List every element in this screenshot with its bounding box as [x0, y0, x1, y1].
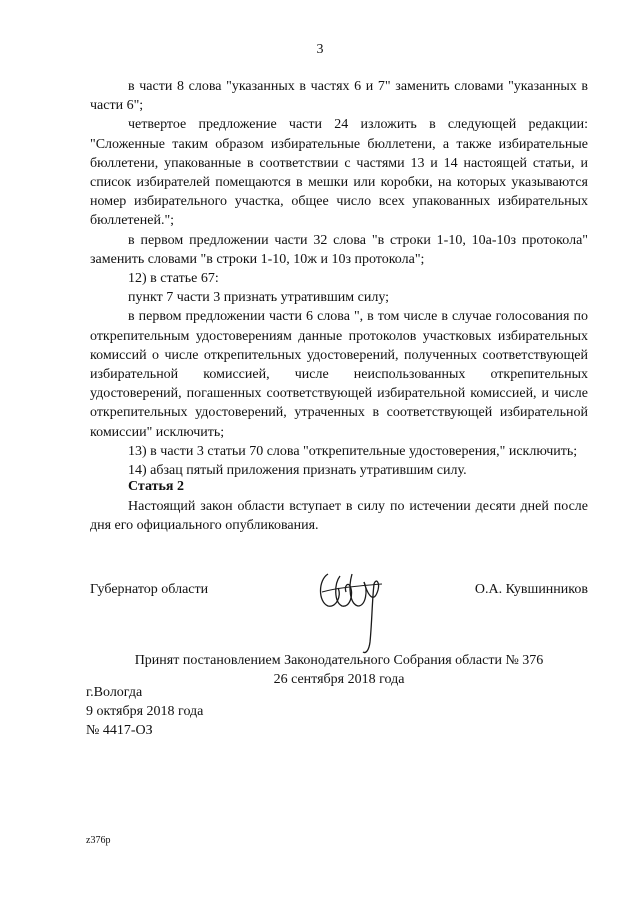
paragraph: 12) в статье 67:	[128, 271, 219, 287]
paragraph: пункт 7 части 3 признать утратившим силу;	[128, 290, 390, 306]
signature-image	[316, 562, 390, 658]
signatory-name: О.А. Кувшинников	[474, 582, 588, 597]
signatory-title: Губернатор области	[90, 582, 209, 597]
document-code: z376p	[86, 835, 111, 846]
paragraph: 13) в части 3 статьи 70 слова "открепительные удостоверения," исключить;	[128, 443, 578, 459]
place-block	[86, 683, 203, 740]
signing-date: 9 октября 2018 года	[86, 704, 204, 719]
paragraph: в первом предложении части 6 слова ", в том числе в случае голосования по открепительным удостоверениям данные протоколов участковых избирательных комиссий о числе открепительных удостоверений, полученных соответствующей избирательной комиссией, числе неиспользованных открепительных удостоверений, погашенных соответствующей избирательной комиссией, и числе открепительных удостоверений, утраченных в соответствующей избирательной комиссии" исключить;	[90, 309, 588, 440]
law-number: № 4417-ОЗ	[86, 723, 153, 738]
article-text: Настоящий закон области вступает в силу по истечении десяти дней после дня его официального опубликования.	[90, 499, 588, 534]
page-number: 3	[316, 42, 324, 57]
document-body	[90, 77, 588, 480]
adoption-line: Принят постановлением Законодательного Собрания области № 376	[134, 653, 544, 668]
adoption-date: 26 сентября 2018 года	[273, 672, 405, 687]
paragraph: в первом предложении части 32 слова "в строки 1-10, 10а-10з протокола" заменить словами "в строки 1-10, 10ж и 10з протокола";	[90, 232, 588, 267]
city: г.Вологда	[86, 685, 143, 700]
paragraph: четвертое предложение части 24 изложить в следующей редакции: "Сложенные таким образом избирательные бюллетени, а также избирательные бюллетени, упакованные в соответствии с частями 13 и 14 настоящей статьи, и список избирателей помещаются в мешки или коробки, на которых указываются номер избирательного участка, общее число всех упакованных избирательных бюллетеней.";	[90, 117, 588, 229]
paragraph: в части 8 слова "указанных в частях 6 и 7" заменить словами "указанных в части 6";	[90, 79, 588, 114]
article-title: Статья 2	[128, 479, 184, 494]
paragraph: 14) абзац пятый приложения признать утратившим силу.	[128, 463, 467, 479]
